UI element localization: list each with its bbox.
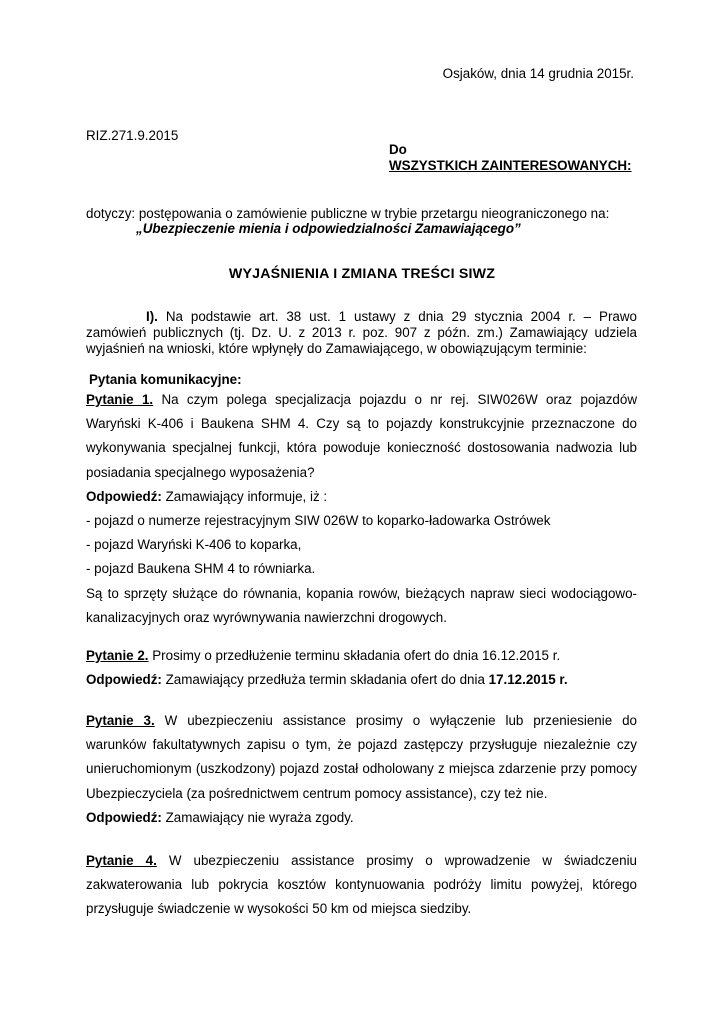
document-date: Osjaków, dnia 14 grudnia 2015r. <box>442 66 634 81</box>
reference-number: RIZ.271.9.2015 <box>86 128 179 143</box>
answer-2-body: Zamawiający przedłuża termin składania ofert do dnia <box>161 672 489 688</box>
question-4-label: Pytanie 4. <box>86 853 157 868</box>
answer-1-item: - pojazd Waryński K-406 to koparka, <box>86 537 302 553</box>
answer-1-item: - pojazd Baukena SHM 4 to równiarka. <box>86 561 316 577</box>
question-1-text <box>86 388 637 485</box>
question-2-text <box>86 644 637 668</box>
question-4-text <box>86 849 637 922</box>
question-2-body: Prosimy o przedłużenie terminu składania ofert do dnia 16.12.2015 r. <box>148 648 561 663</box>
answer-1 <box>86 485 637 509</box>
question-1-body: Na czym polega specjalizacja pojazdu o nr rej. SIW026W oraz pojazdów Waryński K-406 i Baukena SHM 4. Czy są to pojazdy konstrukcyjnie przeznaczone do wykonywania specjalnej funkcji, która powoduje konieczność dostosowania nadwozia lub posiadania specjalnego wyposażenia? <box>86 392 637 480</box>
subject-title: „Ubezpieczenie mienia i odpowiedzialności Zamawiającego” <box>136 221 521 236</box>
answer-2-date: 17.12.2015 r. <box>488 672 568 688</box>
answer-1-closing: Są to sprzęty służące do równania, kopania rowów, bieżących napraw sieci wodociągowo-kanalizacyjnych oraz wyrównywania nawierzchni drogowych. <box>86 585 637 625</box>
answer-1-label: Odpowiedź: <box>86 488 162 504</box>
section-title: Pytania komunikacyjne: <box>89 372 242 387</box>
question-1 <box>86 388 637 630</box>
question-4-body: W ubezpieczeniu assistance prosimy o wprowadzenie w świadczeniu zakwaterowania lub pokrycia kosztów kontynuowania podróży limitu powyżej, którego przysługuje świadczenie w wysokości 50 km od miejsca siedziby. <box>86 853 637 917</box>
question-1-label: Pytanie 1. <box>86 392 154 407</box>
question-4 <box>86 849 637 922</box>
question-2 <box>86 644 637 692</box>
intro-paragraph <box>86 309 637 357</box>
question-2-label: Pytanie 2. <box>86 648 149 663</box>
answer-3-label: Odpowiedź: <box>86 809 162 825</box>
intro-label: I). <box>146 309 158 324</box>
question-3-label: Pytanie 3. <box>86 713 155 728</box>
question-3-body: W ubezpieczeniu assistance prosimy o wyłączenie lub przeniesienie do warunków fakultatywnych zapisu o tym, że pojazd zastępczy przysługuje niezależnie czy unieruchomionym (uszkodzony) pojazd został odholowany z miejsca zdarzenie przy pomocy Ubezpieczyciela (za pośrednictwem centrum pomocy assistance), czy też nie. <box>86 713 637 801</box>
answer-3-body: Zamawiający nie wyraża zgody. <box>161 809 354 825</box>
answer-1-item: - pojazd o numerze rejestracyjnym SIW 026W to koparko-ładowarka Ostrówek <box>86 513 551 529</box>
answer-2-label: Odpowiedź: <box>86 672 162 688</box>
to-label: Do <box>389 142 407 157</box>
intro-text <box>86 309 637 357</box>
intro-body: Na podstawie art. 38 ust. 1 ustawy z dnia 29 stycznia 2004 r. – Prawo zamówień publicznych (tj. Dz. U. z 2013 r. poz. 907 z późn. zm.) Zamawiający udziela wyjaśnień na wnioski, które wpłynęły do Zamawiającego, w obowiązującym terminie: <box>86 309 637 356</box>
subject-line: dotyczy: postępowania o zamówienie publiczne w trybie przetargu nieograniczonego na: <box>86 206 610 221</box>
question-3-text <box>86 709 637 806</box>
document-heading: WYJAŚNIENIA I ZMIANA TREŚCI SIWZ <box>228 266 496 282</box>
answer-1-body: Zamawiający informuje, iż : <box>161 488 328 504</box>
answer-2 <box>86 668 637 692</box>
question-3 <box>86 709 637 830</box>
answer-3 <box>86 806 637 830</box>
recipient: WSZYSTKICH ZAINTERESOWANYCH: <box>389 158 632 173</box>
